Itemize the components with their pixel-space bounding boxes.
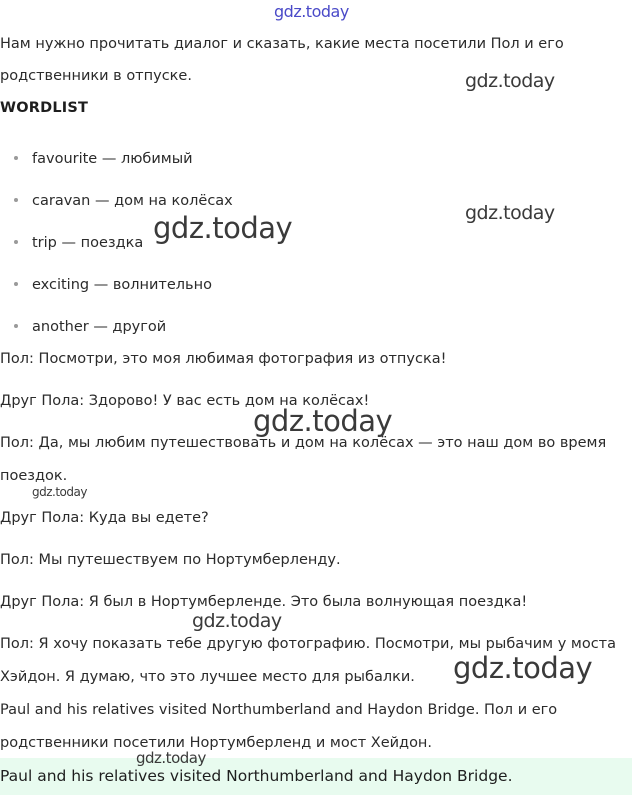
wordlist-heading: WORDLIST	[0, 100, 89, 116]
wordlist-item-text: favourite — любимый	[32, 151, 193, 167]
bullet-icon	[14, 156, 18, 160]
dialog-line: Пол: Мы путешествуем по Нортумберленду.	[0, 552, 341, 568]
watermark: gdz.today	[32, 485, 87, 499]
watermark: gdz.today	[465, 202, 555, 224]
watermark: gdz.today	[465, 70, 555, 92]
wordlist-item-text: exciting — волнительно	[32, 277, 212, 293]
summary-line-1: Paul and his relatives visited Northumberland and Haydon Bridge. Пол и его	[0, 702, 558, 718]
dialog-line: Друг Пола: Здорово! У вас есть дом на колёсах!	[0, 393, 370, 409]
wordlist-item-text: trip — поездка	[32, 235, 144, 251]
answer-box	[0, 758, 632, 795]
wordlist-item	[14, 317, 166, 337]
watermark: gdz.today	[274, 2, 349, 21]
wordlist-item	[14, 233, 143, 253]
watermark: gdz.today	[192, 610, 282, 632]
wordlist-item	[14, 275, 212, 295]
summary-line-2: родственники посетили Нортумберленд и мост Хейдон.	[0, 735, 433, 751]
dialog-line: Друг Пола: Я был в Нортумберленде. Это была волнующая поездка!	[0, 594, 528, 610]
dialog-line: поездок.	[0, 468, 68, 484]
dialog-line: Друг Пола: Куда вы едете?	[0, 510, 209, 526]
watermark: gdz.today	[153, 211, 293, 245]
bullet-icon	[14, 324, 18, 328]
dialog-line: Пол: Я хочу показать тебе другую фотографию. Посмотри, мы рыбачим у моста	[0, 636, 616, 652]
intro-line-1: Нам нужно прочитать диалог и сказать, какие места посетили Пол и его	[0, 36, 564, 52]
dialog-line: Хэйдон. Я думаю, что это лучшее место для рыбалки.	[0, 669, 415, 685]
watermark: gdz.today	[453, 651, 593, 685]
watermark: gdz.today	[136, 749, 206, 767]
intro-line-2: родственники в отпуске.	[0, 68, 192, 84]
wordlist-item	[14, 149, 193, 169]
wordlist-item	[14, 191, 233, 211]
wordlist-item-text: another — другой	[32, 319, 167, 335]
bullet-icon	[14, 198, 18, 202]
bullet-icon	[14, 282, 18, 286]
dialog-line: Пол: Посмотри, это моя любимая фотография из отпуска!	[0, 351, 447, 367]
bullet-icon	[14, 240, 18, 244]
answer-text: Paul and his relatives visited Northumberland and Haydon Bridge.	[0, 767, 513, 785]
dialog-line: Пол: Да, мы любим путешествовать и дом на колёсах — это наш дом во время	[0, 435, 607, 451]
wordlist-item-text: caravan — дом на колёсах	[32, 193, 233, 209]
watermark: gdz.today	[253, 404, 393, 438]
